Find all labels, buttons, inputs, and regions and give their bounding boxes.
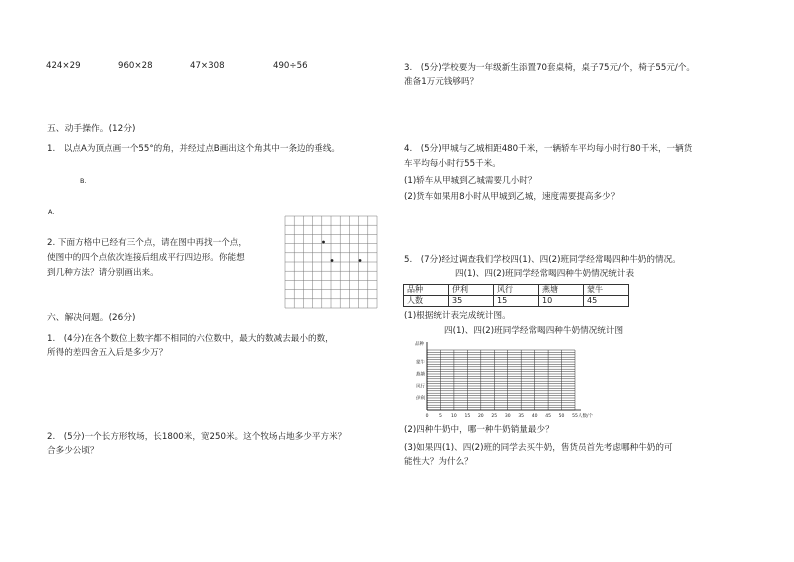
table-row — [404, 285, 629, 296]
calc-1: 424×29 — [46, 61, 81, 71]
operation-q1: 1. 以点A为顶点画一个55°的角，并经过点B画出这个角其中一条边的垂线。 — [47, 144, 341, 154]
table-cell: 品种 — [404, 285, 449, 296]
q5-sub3-line2: 能性大？为什么？ — [404, 457, 473, 467]
x-tick-label: 55 — [572, 414, 578, 419]
point-a-label: A. — [48, 208, 55, 216]
section-5-title: 五、动手操作。(12分) — [47, 124, 136, 134]
table-cell: 风行 — [494, 285, 539, 296]
grid-dot-1 — [322, 241, 325, 244]
x-tick-label: 0 — [425, 414, 429, 419]
x-tick-label: 20 — [477, 414, 484, 419]
y-axis-label: 品种 — [415, 342, 424, 347]
chart-title: 四(1)、四(2)班同学经常喝四种牛奶情况统计图 — [444, 326, 624, 336]
x-tick-label: 15 — [464, 414, 471, 419]
category-tick-label: 蒙牛 — [416, 360, 425, 366]
q4-line1: 4. (5分)甲城与乙城相距480千米，一辆轿车平均每小时行80千米，一辆货 — [404, 144, 693, 154]
calc-3: 47×308 — [190, 61, 225, 71]
section-6-title: 六、解决问题。(26分) — [47, 313, 136, 323]
table-cell: 人数 — [404, 296, 449, 307]
milk-bar-chart — [400, 336, 620, 419]
q4-sub1: (1)轿车从甲城到乙城需要几小时？ — [404, 176, 537, 186]
table-row — [404, 296, 629, 307]
q5-sub1: (1)根据统计表完成统计图。 — [404, 311, 511, 321]
calc-2: 960×28 — [118, 61, 153, 71]
operation-q2-line2: 使图中的四个点依次连接后组成平行四边形。你能想 — [47, 253, 245, 263]
table-cell: 蒙牛 — [584, 285, 629, 296]
table-cell: 伊利 — [449, 285, 494, 296]
x-tick-label: 5 — [439, 414, 442, 419]
category-tick-label: 燕塘 — [416, 372, 425, 378]
problem-1-line2: 所得的差四舍五入后是多少万？ — [47, 348, 168, 358]
q4-sub2: (2)货车如果用8小时从甲城到乙城，速度需要提高多少？ — [404, 192, 620, 202]
x-tick-label: 10 — [451, 414, 457, 419]
problem-1-line1: 1. (4分)在各个数位上数字都不相同的六位数中，最大的数减去最小的数， — [47, 334, 334, 344]
table-title: 四(1)、四(2)班同学经常喝四种牛奶情况统计表 — [455, 269, 635, 279]
table-cell: 10 — [539, 296, 584, 307]
dot-grid — [285, 216, 377, 300]
x-tick-label: 40 — [531, 414, 538, 419]
table-cell: 45 — [584, 296, 629, 307]
q5-sub3-line1: (3)如果四(1)、四(2)班的同学去买牛奶，售货员首先考虑哪种牛奶的可 — [404, 443, 673, 453]
table-cell: 15 — [494, 296, 539, 307]
problem-2-line1: 2. (5分)一个长方形牧场，长1800米，宽250米。这个牧场占地多少平方米？ — [47, 432, 347, 442]
q3-line1: 3. (5分)学校要为一年级新生添置70套桌椅，桌子75元/个，椅子55元/个。 — [404, 63, 696, 73]
q3-line2: 准备1万元钱够吗？ — [404, 77, 479, 87]
x-axis-label: 人数/个 — [578, 414, 594, 419]
grid-dot-3 — [359, 259, 362, 262]
x-tick-label: 45 — [545, 414, 551, 419]
x-tick-label: 25 — [491, 414, 498, 419]
category-tick-label: 伊利 — [416, 396, 425, 402]
x-tick-label: 50 — [558, 414, 565, 419]
q5-sub2: (2)四种牛奶中，哪一种牛奶销量最少？ — [404, 425, 554, 435]
q4-line2: 车平均每小时行55千米。 — [404, 159, 501, 169]
table-cell: 燕塘 — [539, 285, 584, 296]
operation-q2-line1: 2. 下面方格中已经有三个点，请在图中再找一个点， — [47, 238, 247, 248]
problem-2-line2: 合多少公顷？ — [47, 446, 99, 456]
milk-stat-table — [403, 284, 629, 307]
grid-dot-2 — [331, 259, 334, 262]
operation-q2-line3: 到几种方法？请分别画出来。 — [47, 268, 159, 278]
x-tick-label: 30 — [504, 414, 511, 419]
table-cell: 35 — [449, 296, 494, 307]
calc-4: 490÷56 — [273, 61, 308, 71]
x-tick-label: 35 — [518, 414, 525, 419]
point-b-label: B. — [80, 177, 87, 185]
category-tick-label: 风行 — [416, 384, 425, 390]
q5-line: 5. (7分)经过调查我们学校四(1)、四(2)班同学经常喝四种牛奶的情况。 — [404, 255, 681, 265]
